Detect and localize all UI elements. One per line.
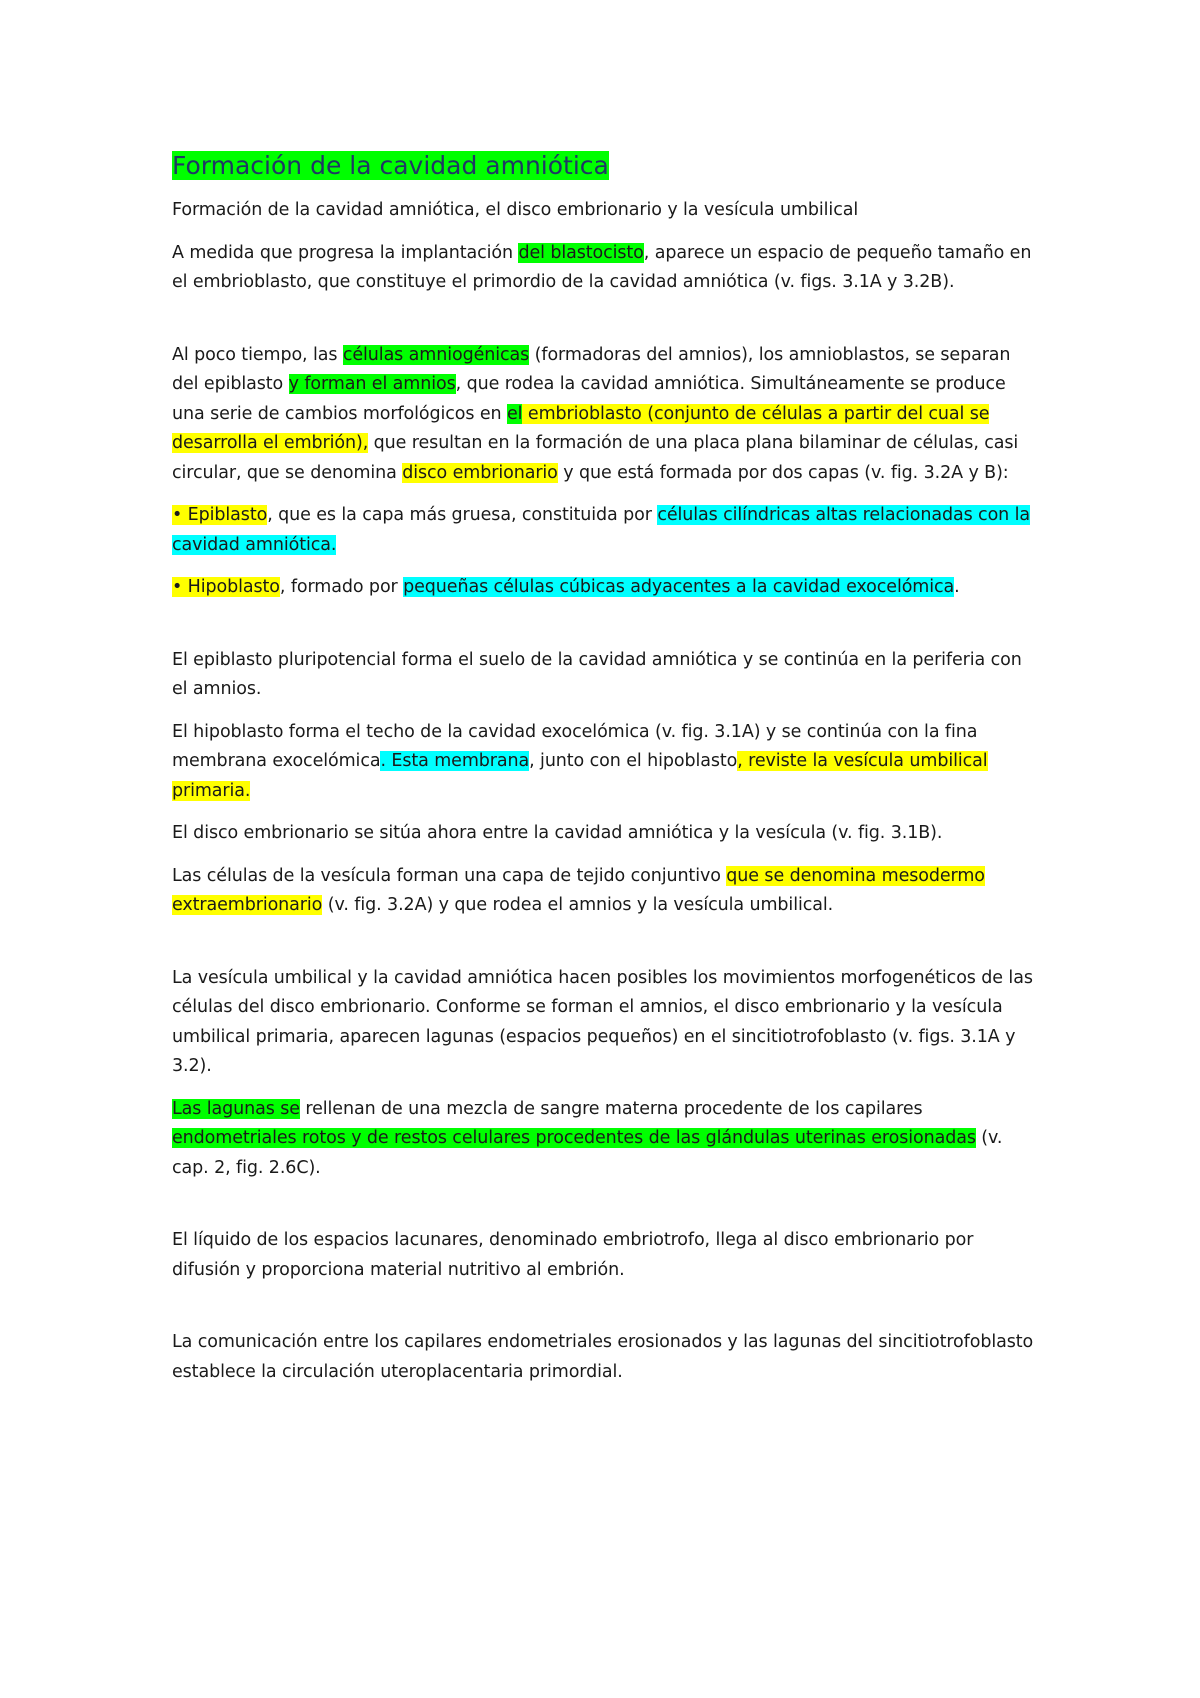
- text-run: y que está formada por dos capas (v. fig. 3.2A y B):: [557, 462, 1009, 483]
- paragraph-implantacion: [172, 239, 1042, 298]
- highlight-green: Las lagunas se: [172, 1098, 300, 1119]
- highlight-green: y forman el amnios: [288, 374, 456, 394]
- highlight-cyan: . Esta membrana: [380, 751, 530, 771]
- highlight-green: endometriales rotos y de restos celulares procedentes de las glándulas uterinas erosionadas: [172, 1128, 976, 1148]
- text-run: (v. fig. 3.2A) y que rodea el amnios y la vesícula umbilical.: [322, 895, 834, 915]
- paragraph-amnios: [172, 341, 1042, 489]
- text-run: (v. cap. 2, fig. 2.6C).: [172, 1128, 1003, 1178]
- paragraph-liquido: El líquido de los espacios lacunares, denominado embriotrofo, llega al disco embrionario por difusión y proporciona material nutritivo al embrión.: [172, 1230, 974, 1280]
- text-run: rellenan de una mezcla de sangre materna procedente de los capilares: [299, 1098, 923, 1119]
- highlight-yellow: embrioblasto (conjunto de células a partir del cual se desarrolla el embrión),: [172, 403, 990, 453]
- text-run: , formado por: [279, 577, 404, 597]
- paragraph-epiblasto-pluripotencial: El epiblasto pluripotencial forma el suelo de la cavidad amniótica y se continúa en la periferia con el amnios.: [172, 649, 1022, 699]
- blank-line: [172, 1196, 1042, 1226]
- document-body: [172, 140, 1042, 1400]
- highlight-yellow: disco embrionario: [402, 462, 558, 483]
- paragraph-lagunas: [172, 1095, 1042, 1184]
- text-run: El hipoblasto forma el techo de la cavidad exocelómica (v. fig. 3.1A) y se continúa con la fina membrana exocelómica: [172, 721, 978, 771]
- highlight-cyan: células cilíndricas altas relacionadas con la cavidad amniótica.: [172, 505, 1031, 555]
- highlight-yellow: que se denomina mesodermo extraembrionario: [172, 865, 985, 915]
- paragraph-disco: El disco embrionario se sitúa ahora entre la cavidad amniótica y la vesícula (v. fig. 3.1B).: [172, 823, 943, 843]
- highlight-green: células amniogénicas: [342, 344, 530, 365]
- text-run: que resultan en la formación de una placa plana bilaminar de células, casi circular, que se denomina: [172, 433, 1019, 483]
- page-title: [172, 148, 1042, 184]
- highlight-green: del blastocisto: [518, 242, 644, 263]
- text-run: Las células de la vesícula forman una capa de tejido conjuntivo: [172, 865, 727, 886]
- text-run: Al poco tiempo, las: [172, 344, 343, 365]
- highlight-yellow: • Hipoblasto: [172, 577, 280, 597]
- paragraph-hipoblasto: [172, 718, 1042, 807]
- bullet-hipoblasto: [172, 573, 1042, 603]
- highlight-yellow: , reviste la vesícula umbilical primaria.: [172, 751, 988, 801]
- blank-line: [172, 934, 1042, 964]
- text-run: .: [954, 577, 960, 597]
- paragraph-comunicacion: La comunicación entre los capilares endometriales erosionados y las lagunas del sincitiotrofoblasto establece la circulación uteroplacentaria primordial.: [172, 1332, 1034, 1382]
- title-highlight: Formación de la cavidad amniótica: [172, 151, 609, 180]
- text-run: , aparece un espacio de pequeño tamaño en el embrioblasto, que constituye el primordio de la cavidad amniótica (v. figs. 3.1A y 3.2B).: [172, 242, 1032, 292]
- text-run: (formadoras del amnios), los amnioblastos, se separan del epiblasto: [172, 344, 1011, 394]
- bullet-epiblasto: [172, 501, 1042, 560]
- text-run: , junto con el hipoblasto: [529, 751, 738, 771]
- text-run: A medida que progresa la implantación: [172, 242, 519, 263]
- paragraph-mesodermo: [172, 862, 1042, 921]
- blank-line: [172, 1298, 1042, 1328]
- highlight-green: el: [507, 403, 523, 424]
- paragraph-vesicula: La vesícula umbilical y la cavidad amniótica hacen posibles los movimientos morfogenéticos de las células del disco embrionario. Conforme se forman el amnios, el disco embrionario y la vesícula umbilical primaria, aparecen lagunas (espacios pequeños) en el sincitiotrofoblasto (v. figs. 3.1A y 3.2).: [172, 967, 1033, 1076]
- text-run: , que es la capa más gruesa, constituida por: [267, 505, 658, 525]
- highlight-cyan: pequeñas células cúbicas adyacentes a la cavidad exocelómica: [403, 577, 955, 597]
- subtitle-paragraph: Formación de la cavidad amniótica, el disco embrionario y la vesícula umbilical: [172, 200, 859, 220]
- blank-line: [172, 311, 1042, 341]
- text-run: , que rodea la cavidad amniótica. Simultáneamente se produce una serie de cambios morfológicos en: [172, 374, 1006, 424]
- highlight-yellow: • Epiblasto: [172, 505, 268, 525]
- blank-line: [172, 616, 1042, 646]
